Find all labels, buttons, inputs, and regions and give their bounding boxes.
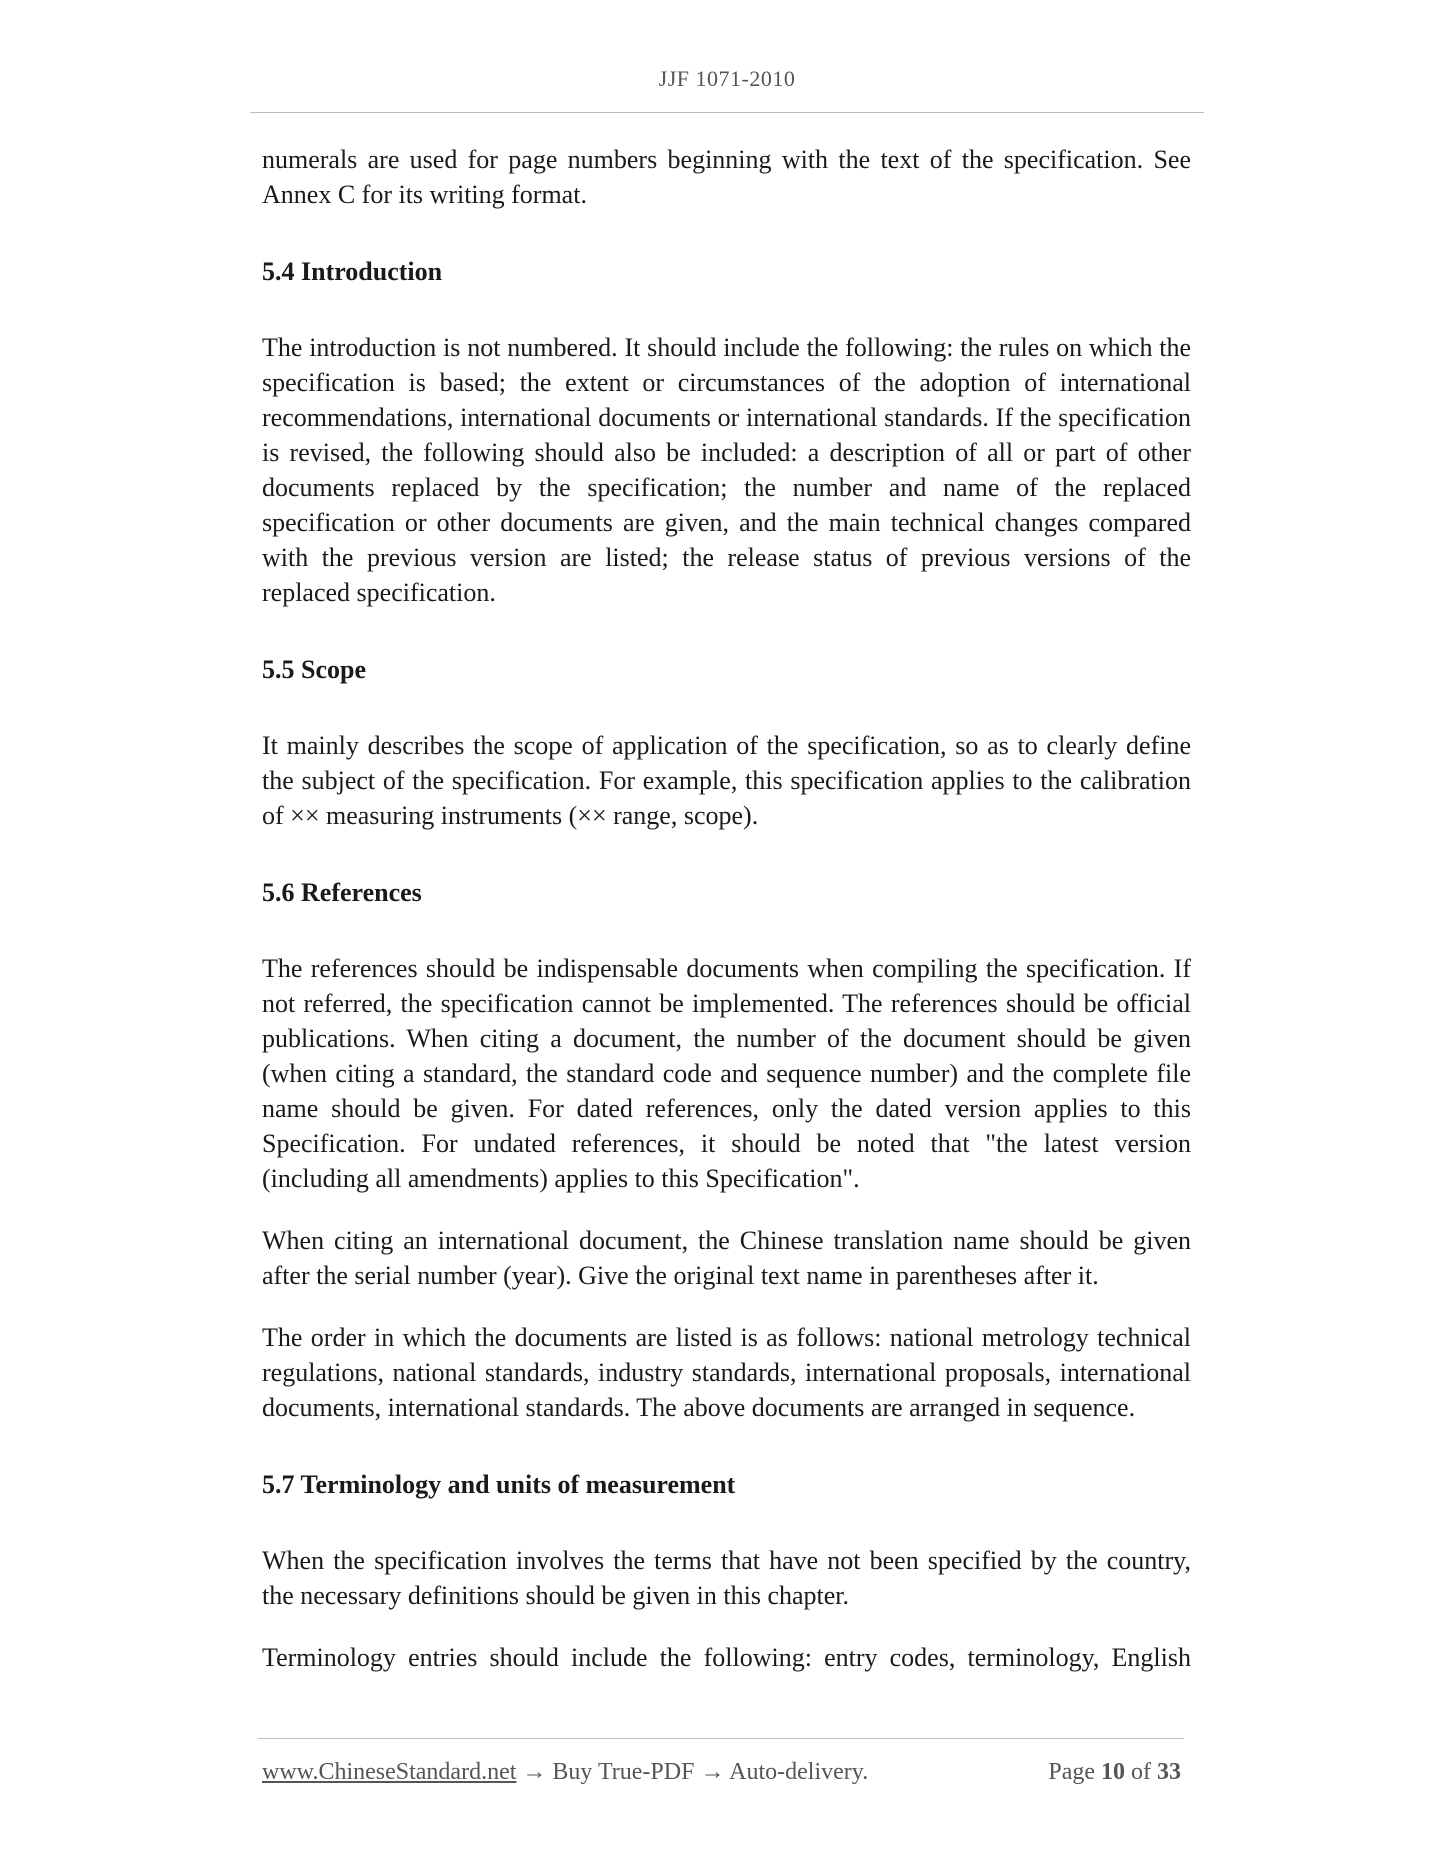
heading-introduction: 5.4 Introduction xyxy=(262,257,443,286)
footer-promo xyxy=(262,1757,868,1787)
paragraph-international-citation: When citing an international document, the Chinese translation name should be given after the serial number (year). Give the original text name in parentheses after it. xyxy=(262,1226,1191,1290)
buy-pdf-text: Buy True-PDF xyxy=(552,1759,695,1785)
auto-delivery-text: Auto-delivery. xyxy=(729,1759,869,1785)
paragraph-references: The references should be indispensable documents when compiling the specification. If not referred, the specification cannot be implemented. The references should be official publications. When citing a document, the number of the document should be given (when citing a standard, the standard code and sequence number) and the complete file name should be given. For dated references, only the dated version applies to this Specification. For undated references, it should be noted that "the latest version (including all amendments) applies to this Specification". xyxy=(262,954,1191,1193)
document-body xyxy=(262,142,1191,1675)
page-label: Page xyxy=(1048,1759,1095,1785)
arrow-right-icon: → xyxy=(700,1759,725,1785)
paragraph-terminology: When the specification involves the terms that have not been specified by the country, the necessary definitions should be given in this chapter. xyxy=(262,1546,1191,1610)
footer-divider xyxy=(258,1738,1184,1739)
page-header: JJF 1071-2010 xyxy=(658,66,796,91)
heading-scope: 5.5 Scope xyxy=(262,655,366,684)
total-pages-number: 33 xyxy=(1157,1759,1181,1785)
current-page-number: 10 xyxy=(1101,1759,1125,1785)
website-link[interactable]: www.ChineseStandard.net xyxy=(262,1759,517,1785)
page-indicator xyxy=(1048,1757,1181,1787)
arrow-right-icon: → xyxy=(522,1759,547,1785)
paragraph-introduction: The introduction is not numbered. It should include the following: the rules on which the specification is based; the extent or circumstances of the adoption of international recommendations, international documents or international standards. If the specification is revised, the following should also be included: a description of all or part of other documents replaced by the specification; the number and name of the replaced specification or other documents are given, and the main technical changes compared with the previous version are listed; the release status of previous versions of the replaced specification. xyxy=(262,333,1191,607)
heading-references: 5.6 References xyxy=(262,878,422,907)
paragraph-document-order: The order in which the documents are listed is as follows: national metrology technical regulations, national standards, industry standards, international proposals, international documents, international standards. The above documents are arranged in sequence. xyxy=(262,1323,1191,1422)
paragraph-terminology-entries: Terminology entries should include the following: entry codes, terminology, English xyxy=(262,1643,1191,1672)
paragraph-page-numbering: numerals are used for page numbers beginning with the text of the specification. See Annex C for its writing format. xyxy=(262,145,1191,209)
header-divider xyxy=(250,112,1204,113)
paragraph-scope: It mainly describes the scope of application of the specification, so as to clearly define the subject of the specification. For example, this specification applies to the calibration of ×× measuring instruments (×× range, scope). xyxy=(262,731,1191,830)
heading-terminology: 5.7 Terminology and units of measurement xyxy=(262,1470,736,1499)
of-label: of xyxy=(1131,1759,1151,1785)
